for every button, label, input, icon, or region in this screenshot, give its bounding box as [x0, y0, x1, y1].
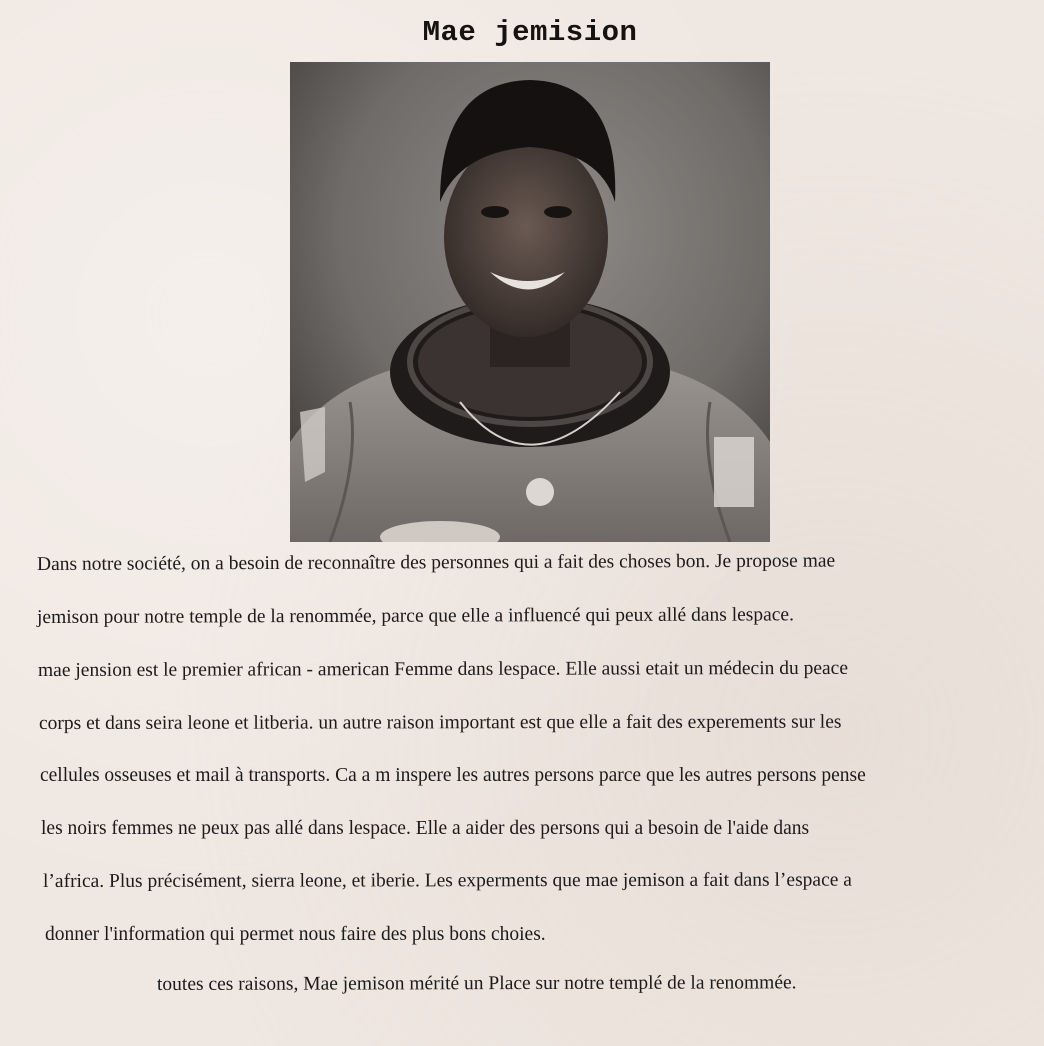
- paragraph-line-3: mae jension est le premier african - american Femme dans lespace. Elle aussi etait un médecin du peace: [37, 657, 849, 681]
- paragraph-line-4: corps et dans seira leone et litberia. un autre raison important est que elle a fait des experements sur les: [38, 711, 842, 734]
- closing-line: toutes ces raisons, Mae jemison mérité un Place sur notre templé de la renommée.: [156, 972, 797, 995]
- astronaut-portrait-photo: [290, 62, 770, 542]
- paragraph-line-8: donner l'information qui permet nous faire des plus bons choies.: [45, 924, 546, 945]
- paragraph-line-7: l’africa. Plus précisément, sierra leone, et iberie. Les experments que mae jemison a fait dans l’espace a: [42, 869, 852, 892]
- paragraph-line-1: Dans notre société, on a besoin de reconnaître des personnes qui a fait des choses bon. Je propose mae: [36, 550, 836, 575]
- paragraph-line-2: jemison pour notre temple de la renommée, parce que elle a influencé qui peux allé dans lespace.: [36, 604, 794, 628]
- paragraph-line-5: cellules osseuses et mail à transports. Ca a m inspere les autres persons parce que les autres persons pense: [40, 765, 866, 786]
- document-title: Mae jemision: [422, 16, 638, 49]
- paragraph-line-6: les noirs femmes ne peux pas allé dans lespace. Elle a aider des persons qui a besoin de l'aide dans: [41, 818, 810, 839]
